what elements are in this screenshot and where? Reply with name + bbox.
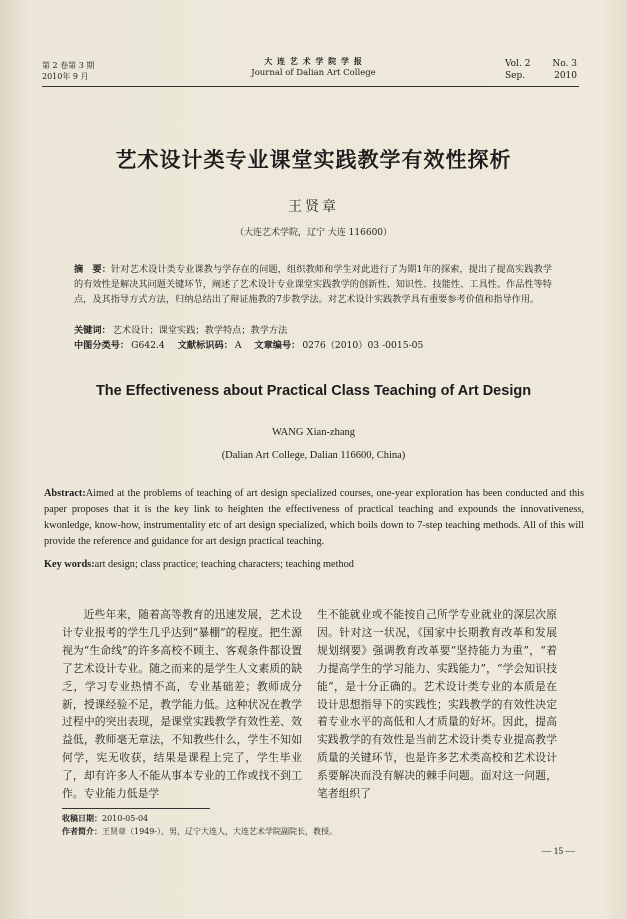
keywords-cn-text: 艺术设计；课堂实践；教学特点；教学方法: [112, 325, 288, 336]
affiliation-en: (Dalian Art College, Dalian 116600, China): [221, 450, 406, 461]
keywords-cn: [74, 323, 552, 338]
body-column-right: 生不能就业或不能按自己所学专业就业的深层次原因。针对这一状况，《国家中长期教育改革和发展规划纲要》强调教育改革要“坚持能力为重”，“着力提高学生的学习能力、实践能力”，“学会知识技能”，是十分正确的。艺术设计类专业的本质是在设计思想指导下的实践性；实践教学的有效性决定着专业水平的高低和人才质量的好坏。因此，提高实践教学的有效性是当前艺术设计类专业提高教学质量的关键环节，也是许多艺术类高校和艺术设计系要解决而没有解决的棘手问题。面对这一问题，笔者组织了: [317, 608, 557, 801]
keywords-cn-label: 关键词：: [74, 325, 111, 336]
header-vol-info: [505, 58, 577, 82]
affiliation-cn: （大连艺术学院，辽宁 大连 116600）: [234, 228, 393, 238]
header-year: 2010: [554, 71, 577, 81]
body-column-left: 近些年来，随着高等教育的迅速发展，艺术设计专业报考的学生几乎达到“暴棚”的程度。把生源视为“生命线”的许多高校不顾主、客观条件都设置了艺术设计专业。随之而来的是学生人文素质的缺乏，学习专业热情不高，专业基础差；教师成分新，授课经验不足，教学能力低。这种状况在教学过程中的突出表现，是课堂实践教学有效性差、效益低，教师毫无章法，不知教些什么，学生不知如何学，宪无收获，结果是课程上完了，学生毕业了，却有许多人不能从事本专业的工作或找不到工作。专业能力低是学: [62, 608, 302, 801]
header-month: Sep.: [505, 71, 526, 81]
paper-title-cn: 艺术设计类专业课堂实践教学有效性探析: [115, 147, 512, 172]
doc-code-value: A: [234, 340, 242, 351]
footnote-received-label: 收稿日期：: [62, 813, 102, 823]
clc-label: 中图分类号：: [74, 340, 130, 351]
paper-title-en: The Effectiveness about Practical Class Teaching of Art Design: [95, 383, 532, 399]
header-issue: [42, 60, 94, 82]
footnote-author-text: 王贤章（1949-），男，辽宁大连人，大连艺术学院副院长，教授。: [102, 827, 338, 836]
footnote-rule: [62, 808, 210, 809]
keywords-en: [44, 557, 584, 573]
footnote-received-date: 2010-05-04: [102, 814, 149, 823]
abstract-en-label: Abstract:: [44, 488, 86, 499]
abstract-cn-label: 摘 要：: [74, 264, 112, 275]
author-cn: 王贤章: [288, 199, 339, 215]
keywords-en-text: art design; class practice; teaching characters; teaching method: [94, 559, 354, 570]
keywords-en-label: Key words:: [44, 559, 95, 570]
journal-name-en: Journal of Dalian Art College: [251, 68, 376, 78]
article-no-label: 文章编号：: [254, 340, 301, 351]
header-journal: [200, 55, 427, 79]
abstract-en-text: Aimed at the problems of teaching of art design specialized courses, one-year exploration has been conducted and this paper proposes that it is the key link to heighten the effectiveness of practical teaching and expounds the innovativeness, kwonledge, know-how, instrumentality etc of art design specialized, which boils down to 7-step teaching methods. All of this will provide the reference and guidance for art design practical teaching.: [44, 488, 584, 547]
header-volume-issue: 第 2 卷第 3 期: [42, 61, 95, 70]
abstract-cn-text: 针对艺术设计类专业课教与学存在的问题，组织教师和学生对此进行了为期1年的探索，提出了提高实践教学的有效性是解决其问题关键环节，阐述了艺术设计专业课堂实践教学的创新性、知识性、技能性、工具性、作品性等特点，及其指导方式方法，归纳总结出了辩证施教的7步教学法。对艺术设计实践教学具有重要参考价值和指导作用。: [74, 264, 553, 305]
article-no-value: 0276（2010）03 -0015-05: [302, 340, 424, 351]
doc-code-label: 文献标识码：: [177, 340, 233, 351]
page-number: — 15 —: [541, 847, 575, 857]
abstract-cn: [74, 262, 552, 307]
header-date: 2010年 9 月: [42, 72, 89, 81]
classification-line: [74, 338, 552, 353]
journal-name-cn: 大 连 艺 术 学 院 学 报: [264, 56, 363, 66]
footnote-received: [62, 813, 562, 824]
header-rule: [42, 86, 579, 87]
author-en: WANG Xian-zhang: [271, 427, 356, 438]
clc-value: G642.4: [131, 340, 165, 351]
header-vol: Vol. 2: [505, 59, 531, 69]
footnote-author-label: 作者简介：: [62, 826, 102, 836]
abstract-en: [44, 486, 584, 550]
footnote-author: [62, 826, 562, 837]
header-no: No. 3: [552, 59, 577, 69]
